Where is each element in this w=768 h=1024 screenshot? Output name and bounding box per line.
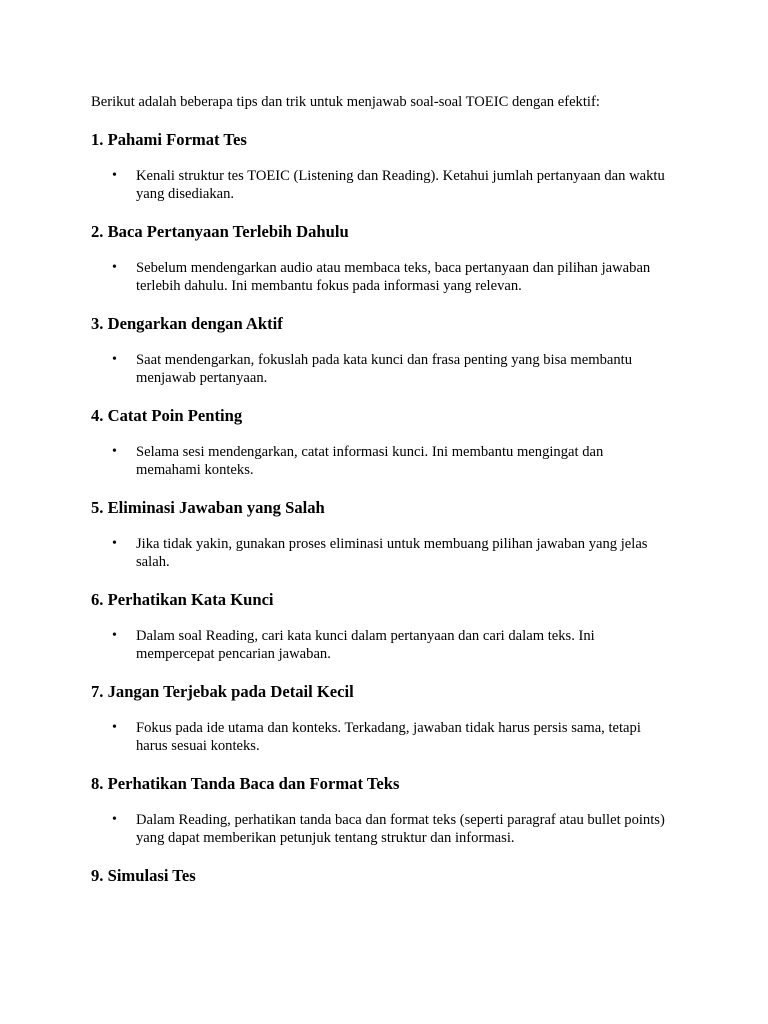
bullet-list	[91, 167, 691, 203]
bullet-list	[91, 719, 691, 755]
bullet-icon: •	[112, 352, 117, 367]
bullet-list	[91, 811, 691, 847]
list-item	[91, 811, 671, 847]
list-item	[91, 719, 671, 755]
section-heading: 8. Perhatikan Tanda Baca dan Format Teks	[91, 774, 400, 793]
bullet-list	[91, 443, 691, 479]
list-item-text: Fokus pada ide utama dan konteks. Terkadang, jawaban tidak harus persis sama, tetapi harus sesuai konteks.	[136, 720, 641, 754]
section-heading: 1. Pahami Format Tes	[91, 130, 247, 149]
list-item	[91, 627, 671, 663]
bullet-list	[91, 535, 691, 571]
bullet-icon: •	[112, 260, 117, 275]
list-item-text: Jika tidak yakin, gunakan proses eliminasi untuk membuang pilihan jawaban yang jelas salah.	[136, 536, 648, 570]
intro-paragraph: Berikut adalah beberapa tips dan trik untuk menjawab soal-soal TOEIC dengan efektif:	[91, 94, 600, 110]
section-3	[91, 314, 691, 387]
bullet-list	[91, 351, 691, 387]
list-item-text: Sebelum mendengarkan audio atau membaca teks, baca pertanyaan dan pilihan jawaban terlebih dahulu. Ini membantu fokus pada informasi yang relevan.	[136, 260, 651, 294]
bullet-icon: •	[112, 168, 117, 183]
section-2	[91, 222, 691, 295]
list-item	[91, 351, 671, 387]
section-9	[91, 866, 691, 886]
section-heading: 5. Eliminasi Jawaban yang Salah	[91, 498, 325, 517]
bullet-icon: •	[112, 628, 117, 643]
section-5	[91, 498, 691, 571]
list-item	[91, 443, 671, 479]
section-7	[91, 682, 691, 755]
list-item	[91, 259, 671, 295]
section-heading: 9. Simulasi Tes	[91, 866, 196, 885]
section-6	[91, 590, 691, 663]
list-item-text: Dalam soal Reading, cari kata kunci dalam pertanyaan dan cari dalam teks. Ini mempercepat pencarian jawaban.	[136, 628, 595, 662]
bullet-icon: •	[112, 536, 117, 551]
list-item-text: Saat mendengarkan, fokuslah pada kata kunci dan frasa penting yang bisa membantu menjawab pertanyaan.	[136, 352, 633, 386]
section-heading: 7. Jangan Terjebak pada Detail Kecil	[91, 682, 354, 701]
section-heading: 6. Perhatikan Kata Kunci	[91, 590, 274, 609]
section-heading: 2. Baca Pertanyaan Terlebih Dahulu	[91, 222, 349, 241]
list-item-text: Selama sesi mendengarkan, catat informasi kunci. Ini membantu mengingat dan memahami konteks.	[136, 444, 604, 478]
section-8	[91, 774, 691, 847]
list-item-text: Dalam Reading, perhatikan tanda baca dan format teks (seperti paragraf atau bullet points) yang dapat memberikan petunjuk tentang struktur dan informasi.	[136, 812, 665, 846]
section-1	[91, 130, 691, 203]
section-heading: 3. Dengarkan dengan Aktif	[91, 314, 283, 333]
bullet-icon: •	[112, 444, 117, 459]
list-item	[91, 167, 671, 203]
section-heading: 4. Catat Poin Penting	[91, 406, 243, 425]
list-item-text: Kenali struktur tes TOEIC (Listening dan Reading). Ketahui jumlah pertanyaan dan waktu yang disediakan.	[136, 168, 665, 202]
bullet-icon: •	[112, 812, 117, 827]
bullet-list	[91, 259, 691, 295]
bullet-list	[91, 627, 691, 663]
section-4	[91, 406, 691, 479]
list-item	[91, 535, 671, 571]
bullet-icon: •	[112, 720, 117, 735]
